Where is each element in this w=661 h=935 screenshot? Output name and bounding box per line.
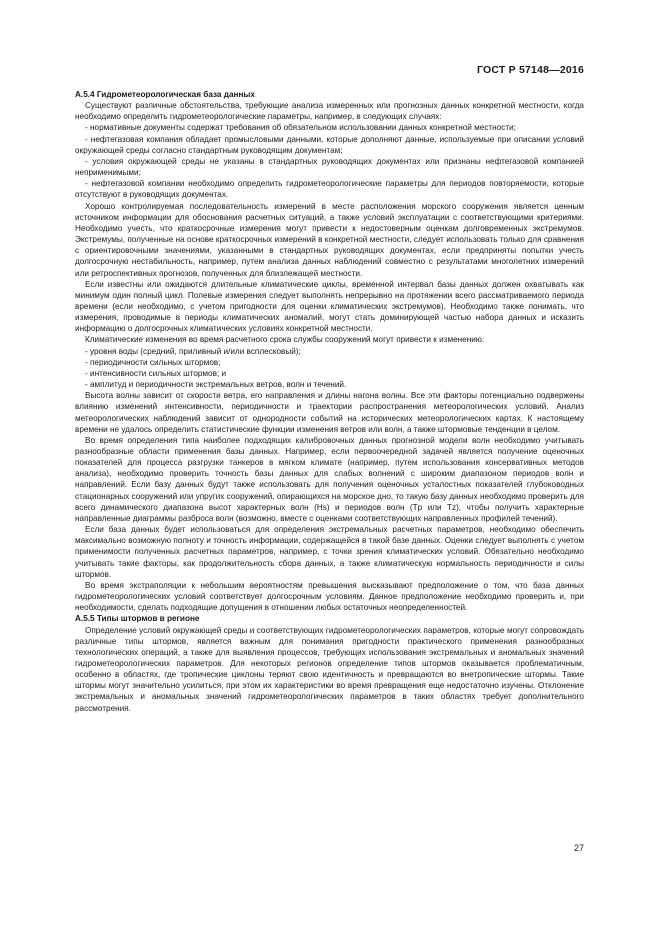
paragraph: Если известны или ожидаются длительные климатические циклы, временной интервал базы данных должен охватывать как минимум один полный цикл. Полевые измерения следует выполнять непрерывно на протяжении всего рассматриваемого периода времени (если необходимо, с учетом пригодности для оценки климатических экстремумов). Необходимо также понимать, что измерения, проводимые в периоды климатических аномалий, могут стать доминирующей частью набора данных и исказить информацию о долгосрочных климатических условиях конкретной местности.: [75, 279, 584, 334]
page-number: 27: [573, 843, 584, 853]
document-id: ГОСТ Р 57148—2016: [476, 64, 584, 76]
list-item: - нефтегазовая компания обладает промысловыми данными, которые дополняют данные, используемые при описании условий окружающей среды согласно стандартным руководящим документам;: [75, 134, 584, 155]
paragraph: Высота волны зависит от скорости ветра, его направления и длины нагона волны. Все эти факторы потенциально подвержены влиянию изменений интенсивности, периодичности и траектории распространения метеорологических условий. Анализ метеорологических наблюдений зависит от однородности событий на исторических метеорологических картах. К настоящему времени не удалось определить статистические функции изменения ветров или волн, а также штормовые тенденции в целом.: [75, 391, 584, 434]
list-item: - периодичности сильных штормов;: [85, 357, 221, 367]
list-item: - интенсивности сильных штормов; и: [85, 368, 227, 378]
section-heading: А.5.4 Гидрометеорологическая база данных: [75, 90, 255, 99]
paragraph: Если база данных будет использоваться для определения экстремальных расчетных параметров, необходимо обеспечить максимально возможную полноту и точность информации, содержащейся в такой базе данных. Оценки следует выполнять с учетом применимости полученных расчетных параметров, например, с точки зрения климатических условий. Обязательно необходимо учитывать такие факторы, как продолжительность сбора данных, а также климатическую нормальность периодичности и силы штормов.: [75, 525, 584, 579]
document-body: [75, 89, 584, 714]
paragraph: Во время определения типа наиболее подходящих калибровочных данных прогнозной модели волн необходимо учитывать разнообразные области применения базы данных. Например, если первоочередной задачей является получение оценочных показателей для процесса разгрузки танкеров в мягком климате (например, путем использования консервативных методов анализа), необходимо проверить точность базы данных для слабых волнений с широким диапазоном периодов волн и направлений. Если базу данных будут также использовать для получения оценочных усталостных показателей глубоководных стационарных сооружений или упругих сооружений, опирающихся на морское дно, то такую базу данных необходимо проверить для всего динамического диапазона высот характерных волн (Hs) и периодов волн (Tp или Tz), чтобы получить характерные направленные диаграммы разброса волн (возможно, вместе с оценками соответствующих направленных профилей течений).: [75, 435, 584, 523]
paragraph: Климатические изменения во время расчетного срока службы сооружений могут привести к изменению:: [85, 335, 485, 345]
list-item: - нормативные документы содержат требования об обязательном использовании данных конкретной местности;: [85, 123, 516, 133]
paragraph: Существуют различные обстоятельства, требующие анализа измеренных или прогнозных данных конкретной местности, когда необходимо определить гидрометеорологические параметры, например, в следующих случаях:: [75, 101, 584, 122]
list-item: - условия окружающей среды не указаны в стандартных руководящих документах или признаны нефтегазовой компанией неприменимыми;: [75, 156, 584, 178]
list-item: - амплитуд и периодичности экстремальных ветров, волн и течений.: [85, 380, 347, 390]
list-item: - уровня воды (средний, приливный и/или всплесковый);: [85, 346, 301, 356]
section-heading: А.5.5 Типы штормов в регионе: [75, 614, 200, 624]
paragraph: Определение условий окружающей среды и соответствующих гидрометеорологических параметров, которые могут сопровождать различные типы штормов, является важным для понимания пригодности практического применения разнообразных технологических операций, а также для выявления процессов, требующих использования экстремальных и аномальных значений гидрометеорологических параметров. Для некоторых регионов определение типов штормов оказывается проблематичным, особенно в областях, где тропические циклоны теряют свою идентичность и превращаются во внетропические штормы. Такие штормы могут значительно усилиться, при этом их характеристики во время превращения еще недостаточно изучены. Отклонение экстремальных и аномальных значений гидрометеорологических параметров в таких областях требует дополнительного рассмотрения.: [75, 625, 584, 713]
list-item: - нефтегазовой компании необходимо определить гидрометеорологические параметры для периодов повторяемости, которые отсутствуют в руководящих документах.: [75, 179, 584, 200]
paragraph: Хорошо контролируемая последовательность измерений в месте расположения морского сооружения является ценным источником информации для обоснования расчетных ситуаций, а также условий эксплуатации с соответствующими критериями. Необходимо учесть, что краткосрочные измерения могут привести к недостоверным оценкам долговременных экстремумов. Экстремумы, полученные на основе краткосрочных измерений в конкретной местности, следует использовать только для сравнения с ориентировочными значениями, указанными в стандартных руководящих документах, если предприняты попытки учесть долгосрочную нестабильность, например, путем анализа данных наблюдений совместно с результатами многолетних измерений или ретроспективных прогнозов, полученных для близлежащей местности.: [75, 201, 584, 278]
paragraph: Во время экстраполяции к небольшим вероятностям превышения высказывают предположение о том, что база данных гидрометеорологических условий соответствует долгосрочным условиям. Данное предположение необходимо проверить и, при необходимости, сделать подходящие допущения в отношении любых остаточных неопределенностей.: [75, 580, 584, 613]
